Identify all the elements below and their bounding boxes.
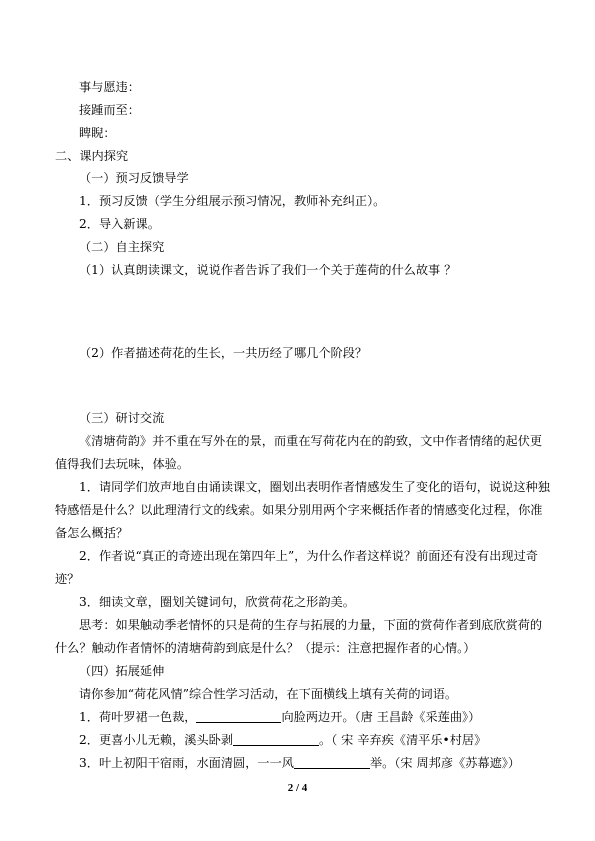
paragraph-line: 请你参加“荷花风情”综合性学习活动，在下面横线上填有关荷的词语。 <box>79 687 458 701</box>
paragraph-line: 特感悟是什么？以此理清行文的线索。如果分别用两个字来概括作者的情感变化过程，你准 <box>55 503 543 517</box>
subsection-heading: （一）预习反馈导学 <box>79 171 189 185</box>
question: （1）认真朗读课文，说说作者告诉了我们一个关于莲荷的什么故事 ？ <box>79 263 457 277</box>
fill-in-item <box>79 709 480 725</box>
fill-in-blank[interactable] <box>294 756 370 769</box>
vocab-item: 接踵而至： <box>79 103 140 117</box>
subsection-heading: （二）自主探究 <box>79 240 165 254</box>
paragraph-line: 3．细读文章，圈划关键词句，欣赏荷花之形韵美。 <box>79 595 355 609</box>
fill-in-blank[interactable] <box>233 733 319 746</box>
paragraph-line: 值得我们去玩味，体验。 <box>55 457 190 471</box>
paragraph: 2．导入新课。 <box>79 217 160 231</box>
paragraph-line: 备怎么概括？ <box>55 526 129 540</box>
fill-in-item <box>79 732 486 748</box>
fill-in-text: 3．叶上初阳干宿雨，水面清圆，一一风 <box>79 756 294 770</box>
fill-in-text: 2．更喜小儿无赖，溪头卧剥 <box>79 733 234 747</box>
fill-in-text: 。（ 宋 辛弃疾《清平乐•村居》 <box>319 733 487 747</box>
fill-in-blank[interactable] <box>196 710 281 723</box>
fill-in-text: 向脸两边开。（唐 王昌龄《采莲曲》） <box>281 710 481 724</box>
subsection-heading: （三）研讨交流 <box>79 411 165 425</box>
vocab-item: 睥睨： <box>79 126 116 140</box>
paragraph: 1．预习反馈（学生分组展示预习情况，教师补充纠正）。 <box>79 194 386 208</box>
fill-in-text: 举。（宋 周邦彦《苏幕遮》） <box>369 756 521 770</box>
paragraph-line: 2．作者说“真正的奇迹出现在第四年上”，为什么作者这样说？前面还有没有出现过奇 <box>79 549 538 563</box>
paragraph-line: 什么？触动作者情怀的清塘荷韵到底是什么？（提示：注意把握作者的心情。） <box>55 641 476 655</box>
vocab-item: 事与愿违： <box>79 80 140 94</box>
paragraph-line: 思考：如果触动季老情怀的只是荷的生存与拓展的力量，下面的赏荷作者到底欣赏荷的 <box>79 618 543 632</box>
fill-in-text: 1．荷叶罗裙一色裁， <box>79 710 197 724</box>
paragraph-line: 《清塘荷韵》并不重在写外在的景，而重在写荷花内在的韵致，文中作者情绪的起伏更 <box>79 434 543 448</box>
question: （2）作者描述荷花的生长，一共历经了哪几个阶段？ <box>79 346 368 360</box>
section-heading: 二、课内探究 <box>55 149 129 163</box>
fill-in-item <box>79 755 520 771</box>
paragraph-line: 1．请同学们放声地自由诵读课文，圈划出表明作者情感发生了变化的语句，说说这种独 <box>79 480 550 494</box>
paragraph-line: 迹？ <box>55 572 80 586</box>
subsection-heading: （四）拓展延伸 <box>79 664 165 678</box>
page-number: 2 / 4 <box>287 782 308 794</box>
